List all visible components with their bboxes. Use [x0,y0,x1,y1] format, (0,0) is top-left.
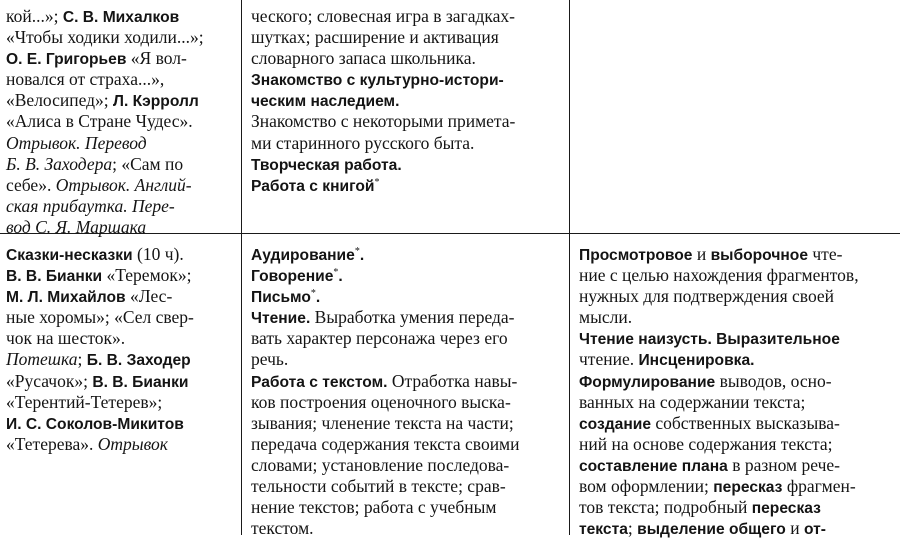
text: Знакомство с некоторыми примета- [251,111,516,132]
text: «Чтобы ходики ходили...»; [6,27,204,48]
text-line [579,413,859,434]
row2-authors-cell [6,244,194,455]
footnote-mark: * [333,267,339,279]
text: фрагмен- [782,476,856,497]
text-line [251,349,520,370]
text-line [251,328,520,349]
text-line [579,392,859,413]
text-line [251,48,515,69]
text: «Тетерева». [6,433,98,454]
text: себе». [6,174,56,195]
text-line [251,133,515,154]
text-line [579,371,859,392]
text: чок на шесток». [6,328,126,349]
text-line [6,90,204,111]
text-line [251,371,520,392]
bold-text: В. В. Бианки [6,268,103,286]
text-line [579,307,859,328]
text: «Лес- [125,286,173,307]
text-line [6,196,204,217]
row1-activities-cell [251,6,515,196]
text-line [251,111,515,132]
text: ние с целью нахождения фрагментов, [579,265,859,286]
bold-text: Чтение наизусть. Выразительное [579,331,840,349]
text: ные хоромы»; «Сел свер- [6,307,194,328]
bold-text: Формулирование [579,373,716,391]
text-line [6,265,194,286]
footnote-mark: * [310,288,316,300]
bold-text: Творческая работа. [251,156,402,174]
text: ков построения оценочного выска- [251,391,511,412]
text: Отработка навы- [387,370,518,391]
text-line [6,6,204,27]
bold-text: И. С. Соколов-Микитов [6,415,184,433]
text-line [6,349,194,370]
text: зывания; членение текста на части; [251,412,514,433]
text-line [6,434,194,455]
table-border-col2-col3 [569,0,570,535]
text: словарного запаса школьника. [251,48,476,69]
footnote-mark: * [354,246,360,257]
text-line [6,111,204,132]
italic-text: вод С. Я. Маршака [6,216,147,237]
text: передача содержания текста своими [251,433,520,454]
italic-text: ская прибаутка. Пере- [6,195,175,216]
text: нение текстов; работа с учебным [251,497,497,518]
bold-text: Говорение [251,268,334,286]
text: чтение. [579,349,639,370]
bold-text: выборочное [710,247,808,264]
text: тов текста; подробный [579,497,752,518]
text-line [251,413,520,434]
bold-text: текста [579,521,628,539]
text-line [6,286,194,307]
bold-text: выделение общего [637,521,786,539]
text-line [251,497,520,518]
bold-text: Работа с текстом. [251,373,388,391]
bold-text: составление плана [579,457,728,475]
italic-text: Отрывок. Перевод [6,132,147,153]
footnote-mark: * [374,176,380,188]
text-line [579,349,859,370]
row2-skills-cell [579,244,859,539]
text: ческого; словесная игра в загадках- [251,6,515,26]
text-line [579,518,859,539]
text-line [251,286,520,307]
text-line [251,392,520,413]
text: чте- [808,244,843,264]
bold-text: Просмотровое [579,247,693,264]
text: «Терентий-Тетерев»; [6,391,163,412]
text: «Теремок»; [102,265,192,286]
text: шутках; расширение и активация [251,27,499,48]
text-line [251,265,520,286]
text-line [6,217,204,238]
text-line [579,265,859,286]
text-line [251,154,515,175]
text: ; [627,518,638,539]
text: «Алиса в Стране Чудес». [6,111,193,132]
italic-text: Б. В. Заходера [6,153,113,174]
text-line [251,69,515,90]
bold-text: ческим наследием. [251,93,400,111]
text-line [579,497,859,518]
bold-text: Письмо [251,289,311,307]
text: нужных для подтверждения своей [579,286,835,307]
text: ний на основе содержания текста; [579,433,833,454]
text-line [579,286,859,307]
italic-text: Отрывок. Англий- [55,174,192,195]
text-line [6,48,204,69]
text-line [579,328,859,349]
text-line [579,244,859,265]
text: текстом. [251,518,314,539]
text-line [6,392,194,413]
text-line [251,244,520,265]
text: (10 ч). [132,244,184,264]
text: ; «Сам по [112,153,184,174]
text: и [785,518,804,539]
bold-text: . [359,247,365,264]
bold-text: пересказ [751,500,821,518]
text: вать характер персонажа через его [251,328,508,349]
text-line [251,27,515,48]
text: ванных на содержании текста; [579,391,806,412]
bold-text: Сказки-несказки [6,247,133,264]
text: собственных высказыва- [651,412,840,433]
text-line [6,154,204,175]
text: «Велосипед»; [6,90,114,111]
text-line [6,69,204,90]
text-line [251,307,520,328]
text: новался от страха...», [6,69,165,90]
row2-activities-cell [251,244,520,539]
text-line [251,175,515,196]
text-line [579,455,859,476]
text: мысли. [579,307,633,328]
text-line [6,244,194,265]
bold-text: О. Е. Григорьев [6,51,127,69]
text-line [6,413,194,434]
text: ми старинного русского быта. [251,132,475,153]
text-line [6,328,194,349]
text-line [579,476,859,497]
bold-text: от- [803,521,826,539]
text: выводов, осно- [715,370,832,391]
text-line [251,476,520,497]
bold-text: Знакомство с культурно-истори- [251,72,504,90]
bold-text: Аудирование [251,247,355,264]
bold-text: Инсценировка. [638,352,755,370]
italic-text: Отрывок [97,433,168,454]
text: ; [77,349,87,370]
text: Выработка умения переда- [310,307,515,328]
text: в разном рече- [727,454,840,475]
text-line [6,27,204,48]
bold-text: С. В. Михалков [62,9,180,26]
text-line [6,175,204,196]
bold-text: . [315,289,321,307]
italic-text: Потешка [6,349,78,370]
bold-text: В. В. Бианки [92,373,189,391]
text: и [692,244,711,264]
bold-text: . [338,268,343,286]
row1-authors-cell [6,6,204,238]
text: кой...»; [6,6,63,26]
text-line [251,518,520,539]
text: словами; установление последова- [251,454,510,475]
text-line [6,371,194,392]
text-line [6,133,204,154]
bold-text: Работа с книгой [251,177,375,195]
bold-text: Чтение. [251,310,311,328]
text-line [579,434,859,455]
text-line [251,434,520,455]
text: вом оформлении; [579,476,714,497]
text: «Я вол- [126,48,187,69]
bold-text: пересказ [713,479,783,497]
bold-text: Б. В. Заходер [86,352,191,370]
bold-text: Л. Кэрролл [113,93,199,111]
text-line [251,455,520,476]
text-line [6,307,194,328]
text-line [251,90,515,111]
text-line [251,6,515,27]
text: тельности событий в тексте; срав- [251,476,506,497]
table-border-col1-col2 [241,0,242,535]
bold-text: создание [579,415,651,433]
bold-text: М. Л. Михайлов [6,289,126,307]
text: речь. [251,349,289,370]
text: «Русачок»; [6,370,93,391]
